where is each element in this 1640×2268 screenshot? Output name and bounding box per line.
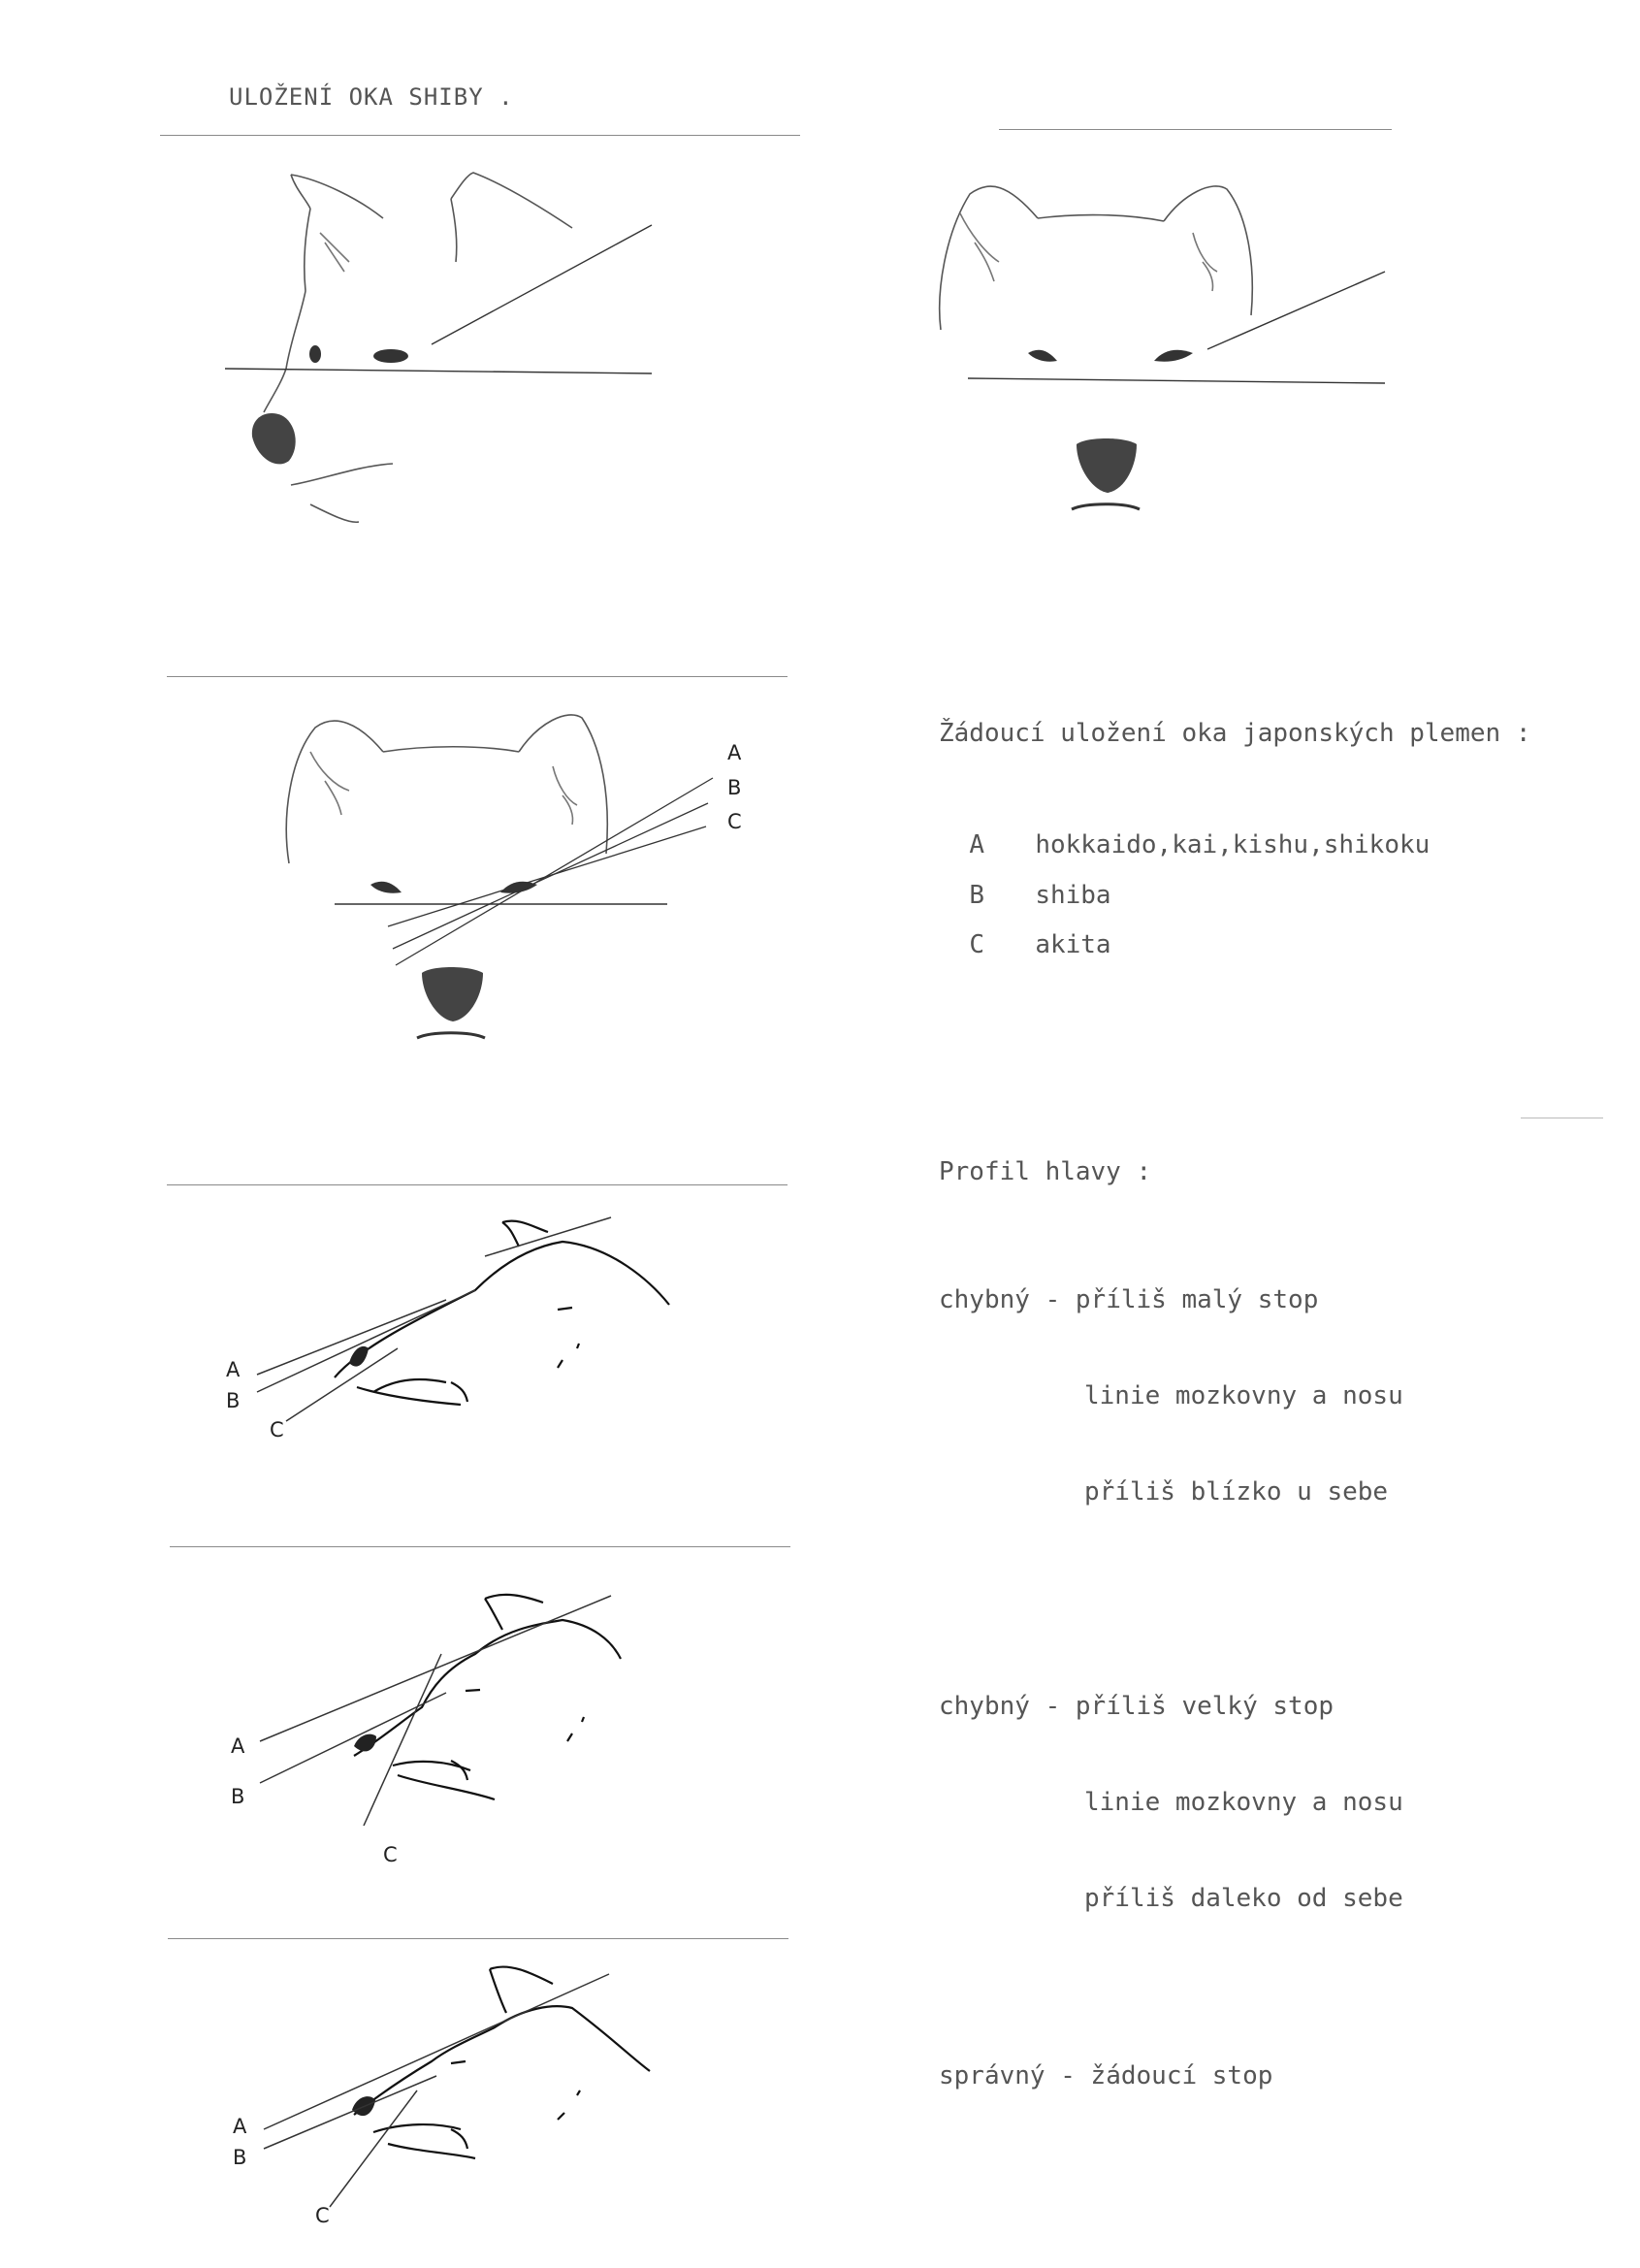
case-line: příliš velký stop: [1075, 1692, 1334, 1721]
case-line: žádoucí stop: [1090, 2061, 1273, 2090]
case-line: příliš malý stop: [1075, 1285, 1319, 1314]
profile-heading: Profil hlavy :: [939, 1157, 1152, 1186]
profile-too-small-stop-diagram: [242, 1203, 689, 1445]
profile2-label-b: B: [231, 1785, 245, 1808]
profile2-label-c: C: [383, 1843, 398, 1866]
case-prefix: chybný: [939, 1692, 1030, 1721]
profile1-label-c: C: [270, 1418, 284, 1442]
legend-letter: C: [969, 930, 984, 959]
front-head-eye-angle-diagram: [272, 698, 776, 1048]
page-title: ULOŽENÍ OKA SHIBY .: [229, 83, 514, 111]
divider: [167, 1184, 788, 1185]
profile3-label-b: B: [233, 2146, 247, 2169]
case-line: příliš blízko u sebe: [1084, 1477, 1389, 1507]
legend-letter: A: [969, 830, 984, 859]
profile3-label-a: A: [233, 2115, 247, 2138]
profile-case-faulty-large-stop: chybný - příliš velký stop linie mozkovny a nosu příliš daleko od sebe: [939, 1692, 1403, 1913]
case-line: linie mozkovny a nosu: [1084, 1788, 1403, 1817]
profile-correct-stop-diagram: [242, 1950, 669, 2231]
front-line-label-a: A: [727, 741, 742, 764]
shiba-side-head-sketch: [213, 155, 679, 563]
legend-breeds: shiba: [1035, 881, 1111, 910]
profile-case-correct-stop: správný - žádoucí stop: [939, 2061, 1273, 2090]
legend-item-c: [939, 897, 1111, 961]
profile-too-large-stop-diagram: [242, 1581, 689, 1843]
case-line: linie mozkovny a nosu: [1084, 1381, 1403, 1410]
profile-case-faulty-small-stop: chybný - příliš malý stop linie mozkovny a nosu příliš blízko u sebe: [939, 1285, 1403, 1507]
shiba-front-head-sketch: [931, 175, 1397, 524]
profile3-label-c: C: [315, 2204, 330, 2227]
divider: [999, 129, 1392, 130]
profile2-label-a: A: [231, 1734, 245, 1758]
divider: [168, 1938, 788, 1939]
profile1-label-b: B: [226, 1389, 241, 1412]
divider: [160, 135, 800, 136]
profile1-label-a: A: [226, 1358, 241, 1381]
case-prefix: správný: [939, 2061, 1045, 2090]
front-line-label-c: C: [727, 810, 742, 833]
legend-breeds: hokkaido,kai,kishu,shikoku: [1035, 830, 1431, 859]
legend-letter: B: [969, 881, 984, 910]
legend-heading: Žádoucí uložení oka japonských plemen :: [939, 719, 1531, 748]
legend-breeds: akita: [1035, 930, 1111, 959]
case-line: příliš daleko od sebe: [1084, 1884, 1403, 1913]
front-line-label-b: B: [727, 776, 742, 799]
divider: [170, 1546, 790, 1547]
divider: [167, 676, 788, 677]
case-prefix: chybný: [939, 1285, 1030, 1314]
